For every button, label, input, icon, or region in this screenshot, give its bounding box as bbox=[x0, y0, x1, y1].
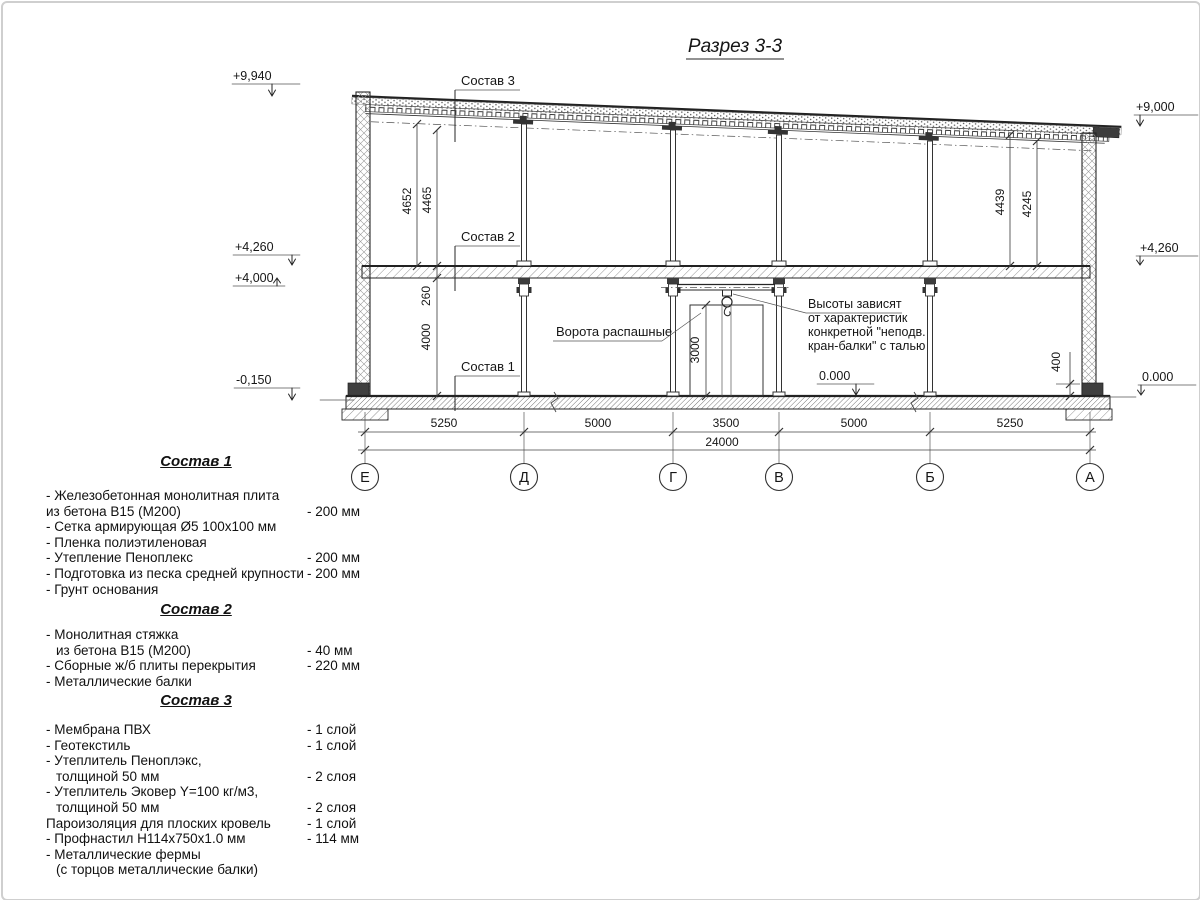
spec-item-value: - 2 слоя bbox=[307, 799, 357, 815]
crane-note bbox=[733, 294, 926, 353]
sostav-1-list bbox=[46, 453, 376, 597]
spec-item-value: - 220 мм bbox=[307, 658, 361, 674]
svg-text:Состав 2: Состав 2 bbox=[461, 229, 515, 244]
spec-row bbox=[46, 784, 376, 800]
spec-item-value: - 1 слой bbox=[307, 815, 357, 831]
svg-text:0.000: 0.000 bbox=[1142, 370, 1174, 384]
axis-label: Б bbox=[925, 470, 935, 486]
sostav2-callout bbox=[455, 229, 520, 291]
svg-text:конкретной "неподв.: конкретной "неподв. bbox=[808, 325, 926, 339]
spec-item-text: - Утепление Пеноплекс bbox=[46, 550, 193, 566]
crane-hook bbox=[724, 307, 730, 316]
elev-zero-right bbox=[1096, 370, 1196, 397]
spec-item-text: - Грунт основания bbox=[46, 581, 159, 597]
spec-row bbox=[46, 847, 376, 863]
axis-bubbles bbox=[352, 464, 1104, 491]
spec-item-text: - Профнастил Н114х750х1.0 мм bbox=[46, 831, 246, 847]
spec-item-text: толщиной 50 мм bbox=[56, 768, 160, 784]
svg-text:от характеристик: от характеристик bbox=[808, 311, 908, 325]
elev-zero-mid bbox=[817, 369, 874, 395]
spec-row bbox=[46, 738, 376, 754]
left-vertical-dims bbox=[400, 120, 441, 400]
spec-item-text: - Утеплитель Эковер Y=100 кг/м3, bbox=[46, 784, 259, 800]
spec-item-text: - Сборные ж/б плиты перекрытия bbox=[46, 658, 256, 674]
spec-item-value: - 40 мм bbox=[307, 642, 353, 658]
spec-item-value: - 200 мм bbox=[307, 550, 361, 566]
spec-row bbox=[46, 831, 376, 847]
spec-row bbox=[46, 550, 376, 566]
svg-text:0.000: 0.000 bbox=[819, 369, 851, 383]
spec-item-text: толщиной 50 мм bbox=[56, 799, 160, 815]
spec-item-text: - Железобетонная монолитная плита bbox=[46, 488, 280, 503]
elev-4000-left bbox=[233, 271, 285, 286]
dim-400: 400 bbox=[1049, 351, 1063, 373]
axis-label: Г bbox=[669, 470, 677, 486]
roof bbox=[351, 96, 1121, 152]
sostav-3-heading: Состав 3 bbox=[160, 692, 232, 709]
left-wall bbox=[348, 92, 370, 396]
span-dim: 5250 bbox=[430, 416, 458, 430]
spec-item-text: из бетона В15 (М200) bbox=[46, 503, 181, 519]
spec-item-text: (с торцов металлические балки) bbox=[56, 862, 258, 878]
gate bbox=[688, 301, 763, 400]
spec-row bbox=[46, 566, 376, 582]
spec-row bbox=[46, 643, 376, 659]
sostav-2-list bbox=[46, 601, 376, 689]
sostav-callouts bbox=[455, 73, 520, 411]
spec-row bbox=[46, 488, 376, 504]
elev-9940 bbox=[232, 69, 300, 96]
spec-item-value: - 1 слой bbox=[307, 737, 357, 753]
spec-row bbox=[46, 535, 376, 551]
left-plinth bbox=[348, 383, 369, 396]
span-dim: 5000 bbox=[840, 416, 868, 430]
svg-text:кран-балки" с талью: кран-балки" с талью bbox=[808, 339, 926, 353]
svg-text:Ворота распашные: Ворота распашные bbox=[556, 324, 673, 339]
spec-item-text: - Сетка армирующая Ø5 100х100 мм bbox=[46, 519, 277, 535]
elev-4260-right bbox=[1136, 241, 1198, 265]
bottom-dimensions bbox=[358, 412, 1096, 463]
svg-text:+9,000: +9,000 bbox=[1136, 100, 1175, 114]
spec-item-text: - Подготовка из песка средней крупности bbox=[46, 565, 304, 581]
spec-item-value: - 200 мм bbox=[307, 503, 361, 519]
lower-column bbox=[772, 278, 787, 396]
elev-minus-0150 bbox=[234, 373, 354, 400]
spec-row bbox=[46, 504, 376, 520]
axis-label: Е bbox=[360, 470, 370, 486]
dim-4465: 4465 bbox=[420, 186, 434, 214]
floor-slab bbox=[362, 266, 1090, 278]
svg-text:-0,150: -0,150 bbox=[236, 373, 272, 387]
dim-4245: 4245 bbox=[1020, 190, 1034, 218]
spec-row bbox=[46, 658, 376, 674]
elev-9000 bbox=[1134, 100, 1198, 126]
spec-row bbox=[46, 674, 376, 690]
dim-260: 260 bbox=[419, 285, 433, 307]
spec-item-text: из бетона В15 (М200) bbox=[56, 642, 191, 658]
right-wall bbox=[1082, 133, 1103, 396]
spec-row bbox=[46, 769, 376, 785]
drawing-title bbox=[686, 36, 784, 59]
elev-4260-left bbox=[233, 240, 300, 265]
right-plinth bbox=[1082, 383, 1103, 396]
spec-row bbox=[46, 519, 376, 535]
sostav-2-heading: Состав 2 bbox=[160, 601, 232, 618]
spec-item-text: Пароизоляция для плоских кровель bbox=[46, 815, 271, 831]
spec-item-text: - Монолитная стяжка bbox=[46, 627, 179, 642]
spec-item-value: - 1 слой bbox=[307, 722, 357, 737]
span-dim: 3500 bbox=[712, 416, 740, 430]
lower-column bbox=[517, 278, 532, 396]
axis-label: Д bbox=[519, 470, 529, 486]
svg-text:+4,260: +4,260 bbox=[1140, 241, 1179, 255]
spec-item-text: - Металлические фермы bbox=[46, 846, 201, 862]
svg-text:+4,260: +4,260 bbox=[235, 240, 274, 254]
spec-row bbox=[46, 800, 376, 816]
right-footing bbox=[1066, 409, 1112, 420]
spec-row bbox=[46, 582, 376, 598]
spec-item-text: - Металлические балки bbox=[46, 673, 192, 689]
sostav-1-heading: Состав 1 bbox=[160, 453, 232, 470]
dim-4652: 4652 bbox=[400, 187, 414, 215]
spec-item-value: - 114 мм bbox=[307, 831, 360, 847]
axis-label: В bbox=[774, 470, 784, 486]
spec-row bbox=[46, 753, 376, 769]
spec-row bbox=[46, 862, 376, 878]
spec-item-text: - Мембрана ПВХ bbox=[46, 722, 151, 737]
spec-item-value: - 2 слоя bbox=[307, 768, 357, 784]
svg-text:Состав 3: Состав 3 bbox=[461, 73, 515, 88]
spec-item-text: - Утеплитель Пеноплэкс, bbox=[46, 753, 202, 769]
gate-callout bbox=[553, 313, 701, 341]
dim-4000: 4000 bbox=[419, 323, 433, 351]
upper-columns bbox=[517, 124, 937, 266]
sostav-3-list bbox=[46, 692, 376, 878]
hoist-trolley bbox=[723, 290, 732, 296]
spec-row bbox=[46, 627, 376, 643]
spec-row bbox=[46, 816, 376, 832]
gate-height-dim: 3000 bbox=[688, 336, 702, 364]
spec-item-value: - 200 мм bbox=[307, 565, 361, 581]
spec-item-text: - Геотекстиль bbox=[46, 737, 131, 753]
dim-4439: 4439 bbox=[993, 188, 1007, 216]
title-text: Разрез 3-3 bbox=[687, 36, 783, 57]
svg-text:Высоты зависят: Высоты зависят bbox=[808, 297, 902, 311]
roof-edge-detail bbox=[1093, 127, 1119, 138]
svg-text:+9,940: +9,940 bbox=[233, 69, 272, 83]
total-dim: 24000 bbox=[705, 435, 739, 449]
spec-row bbox=[46, 722, 376, 738]
span-dim: 5250 bbox=[996, 416, 1024, 430]
svg-text:+4,000: +4,000 bbox=[235, 271, 274, 285]
span-dim: 5000 bbox=[584, 416, 612, 430]
axis-label: А bbox=[1085, 470, 1095, 486]
svg-text:Состав 1: Состав 1 bbox=[461, 359, 515, 374]
spec-item-text: - Пленка полиэтиленовая bbox=[46, 534, 207, 550]
